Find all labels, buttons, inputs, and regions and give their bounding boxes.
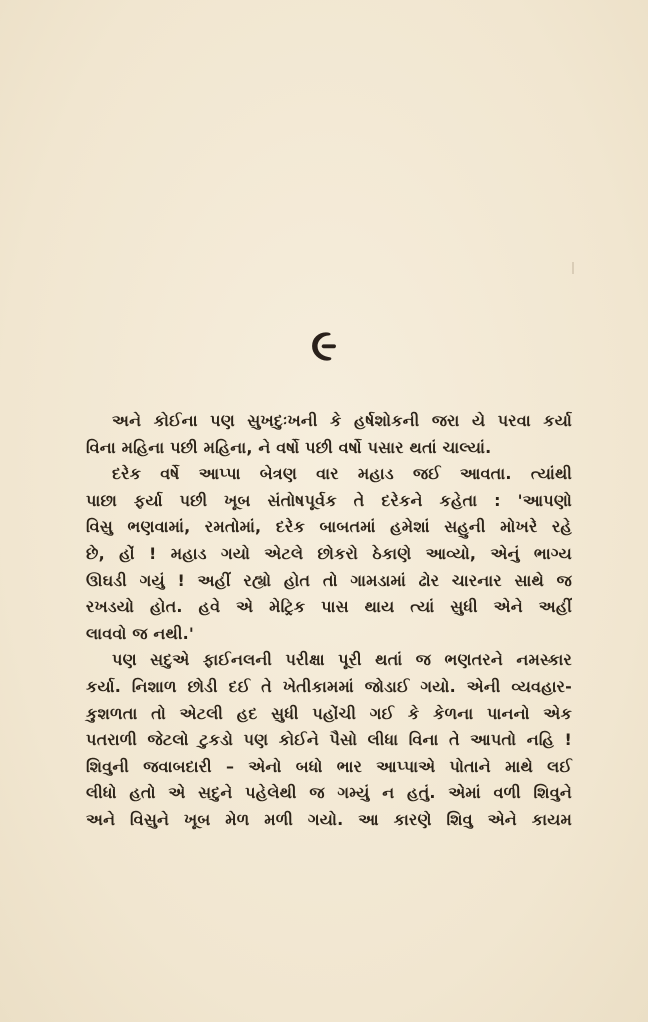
text-line: ઊઘડી ગયું ! અહીં રહ્યો હોત તો ગામડામાં ઢોર ચારનાર સાથે જ xyxy=(86,570,572,590)
text-line: પણ સદુએ ફાઈનલની પરીક્ષા પૂરી થતાં જ ભણતરને નમસ્કાર xyxy=(112,650,572,670)
chapter-number: ૯ xyxy=(310,320,338,371)
text-line: અને વિસુને ખૂબ મેળ મળી ગયો. આ કારણે શિવુ એને કાયમ xyxy=(86,809,572,829)
text-line: લાવવો જ નથી.' xyxy=(86,623,194,643)
text-line: છે, હોં ! મહાડ ગયો એટલે છોકરો ઠેકાણે આવ્યો, એનું ભાગ્ય xyxy=(86,543,572,563)
text-line: અને કોઈના પણ સુખદુઃખની કે હર્ષશોકની જરા યે પરવા કર્યા xyxy=(112,411,572,430)
text-line: વિસુ ભણવામાં, રમતોમાં, દરેક બાબતમાં હમેશાં સહુની મોખરે રહે xyxy=(86,517,572,537)
text-line: પતરાળી જેટલો ટુકડો પણ કોઈને પૈસો લીધા વિના તે આપતો નહિ ! xyxy=(86,730,572,750)
text-line: કુશળતા તો એટલી હદ સુધી પહોંચી ગઈ કે કેળના પાનનો એક xyxy=(86,703,572,723)
text-line: લીધો હતો એ સદુને પહેલેથી જ ગમ્યું ન હતું. એમાં વળી શિવુને xyxy=(86,783,572,803)
text-line: વિના મહિના પછી મહિના, ને વર્ષો પછી વર્ષો પસાર થતાં ચાલ્યાં. xyxy=(86,437,492,457)
text-line: કર્યા. નિશાળ છોડી દઈ તે ખેતીકામમાં જોડાઈ ગયો. એની વ્યવહાર- xyxy=(86,676,572,696)
page-blemish xyxy=(572,262,574,274)
text-line: પાછા ફર્યા પછી ખૂબ સંતોષપૂર્વક તે દરેકને કહેતા : 'આપણો xyxy=(86,490,572,510)
body-text xyxy=(86,408,572,834)
text-line: શિવુની જવાબદારી – એનો બધો ભાર આપ્પાએ પોતાને માથે લઈ xyxy=(86,756,572,776)
text-line: દરેક વર્ષે આપ્પા બેત્રણ વાર મહાડ જઈ આવતા. ત્યાંથી xyxy=(112,464,572,484)
text-line: રખડયો હોત. હવે એ મેટ્રિક પાસ થાય ત્યાં સુધી એને અહીં xyxy=(86,597,572,617)
